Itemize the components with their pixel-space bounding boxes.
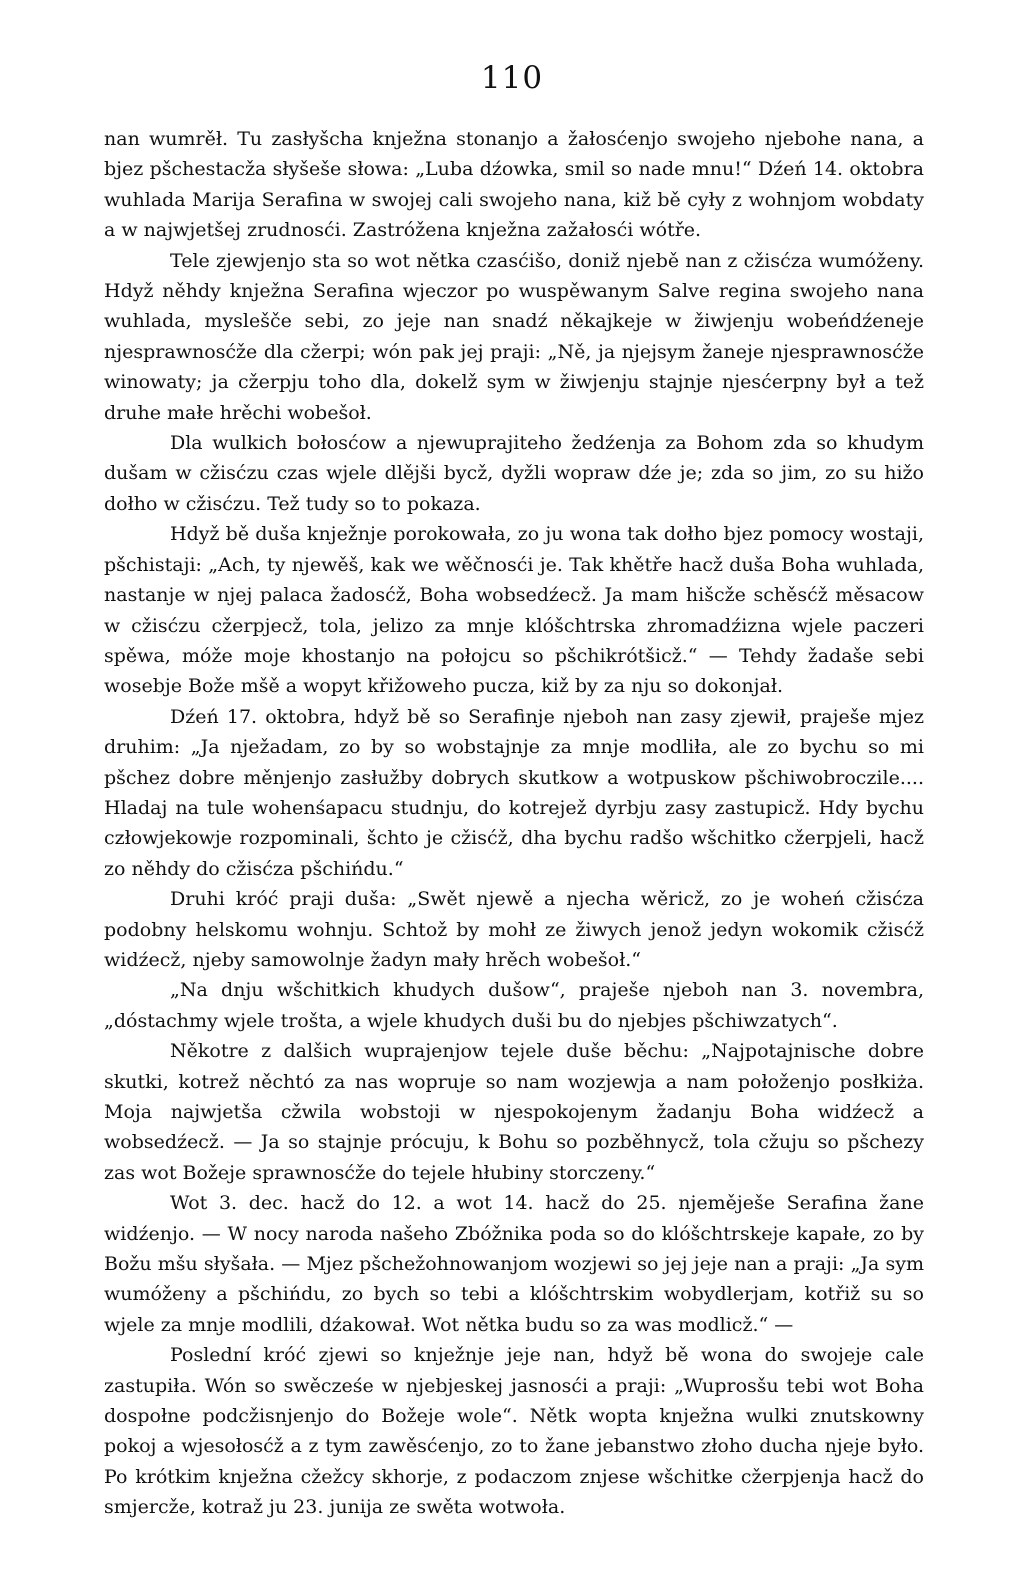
page-number: 110 [480,60,544,96]
paragraph: Hdyž bě duša knježnje porokowała, zo ju wona tak dołho bjez pomocy wostaji, pšchistaji: „Ach, ty njewěš, kak we wěčnosći je. Tak khětře hacž duša Boha wuhlada, nastanje w njej palaca žadosćž, Boha wobsedźecž. Ja mam hišcže schěsćž měsacow w cžisćzu cžerpjecž, tola, jelizo za mnje klóšchtrska zhromadźizna wjele paczeri spěwa, móže moje khostanjo na połojcu so pšchikrótšicž.“ — Tehdy žadaše sebi wosebje Bože mšě a wopyt křižoweho puczа, kiž by za nju so dokonjał. [104,523,924,698]
paragraph: „Na dnju wšchitkich khudych dušow“, praješe njeboh nan 3. novembra, „dóstachmy wjele trošta, a wjele khudych duši bu do njebjes pšchiwzatych“. [104,979,924,1032]
paragraph: Dźeń 17. oktobra, hdyž bě so Serafinje njeboh nan zasy zjewił, praješe mjez druhim: „Ja nježadam, zo by so wobstajnje za mnje modliła, ale zo bychu so mi pšchez dobre měnjenjo zasłužby dobrych skutkow a wotpuskow pšchiwobroczile.... Hladaj na tule wohenśapacu studnju, do kotrejež dyrbju zasy zastupicž. Hdy bychu człowjekowje rozpominali, šchto je cžisćž, dha bychu radšo wšchitko cžerpjeli, hacž zo něhdy do cžisćza pšchińdu.“ [104,705,924,880]
paragraph: Tele zjewjenjo sta so wot nětka czasćišo, doniž njebě nan z cžisćza wumóženy. Hdyž něhdy knježna Serafina wjeczor po wuspěwanym Salve regina swojeho nana wuhlada, myslešče sebi, zo jeje nan snadź někajkeje w žiwjenju wobeńdźeneje njesprawnosćže dla cžerpi; wón pak jej praji: „Ně, ja njejsym žaneje njesprawnosćže winowaty; ja cžerpju toho dla, dokelž sym w žiwjenju stajnje njesćerpny był a tež druhe małe hrěchi wobešoł. [104,249,924,424]
paragraph: nan wumrěł. Tu zasłyšcha knježna stonanjo a žałosćenjo swojeho njebohe nana, a bjez pšchestacža słyšeše słowa: „Luba dźowka, smil so nade mnu!“ Dźeń 14. oktobra wuhlada Marija Serafina w swojej cali swojeho nana, kiž bě cyły z wohnjom wobdaty a w najwjetšej zrudnosći. Zastróžena knježna zažałosći wótře. [104,128,924,242]
text-column [104,124,924,1523]
paragraph: Druhi króć praji duša: „Swět njewě a njecha wěricž, zo je woheń cžisćza podobny helskomu wohnju. Schtož by mohł ze žiwych jenož jedyn wokomik cžisćž widźecž, njeby samowolnje žadyn mały hrěch wobešoł.“ [104,888,924,971]
paragraph: Dla wulkich bołosćow a njewuprajiteho žedźenja za Bohom zda so khudym dušam w cžisćzu czas wjele dlějši bycž, dyžli wopraw dźe je; zda so jim, zo su hižo dołho w cžisćzu. Tež tudy so to pokaza. [104,432,924,515]
paragraph: Někotre z dalšich wuprajenjow tejele duše běchu: „Najpotajnische dobre skutki, kotrež něchtó za nas wopruje so nam wozjewja a nam połoženjo posłkiża. Moja najwjetša cžwila wobstoji w njespokojenym žadanju Boha widźecž a wobsedźecž. — Ja so stajnje prócuju, k Bohu so pozběhnycž, tola cžuju so pšchezy zas wot Božeje sprawnosćže do tejele hłubiny storczeny.“ [104,1040,924,1184]
paragraph: Poslední króć zjewi so knježnje jeje nan, hdyž bě wona do swojeje cale zastupiła. Wón so swěcześe w njebjeskej jasnosći a praji: „Wuprosšu tebi wot Boha dospołne podcžisnjenjo do Božeje wole“. Nětk wopta knježna wulki znutskowny pokoj a wjesołosćž a z tym zawěsćenjo, zo to žane jebanstwo złoho ducha njeje było. Po krótkim knježna cžežcy skhorje, z podaczom znjese wšchitke cžerpjenja hacž do smjercže, kotraž ju 23. junija ze swěta wotwoła. [104,1344,924,1519]
paragraph: Wot 3. dec. hacž do 12. a wot 14. hacž do 25. njeměješe Serafina žane widźenjo. — W nocy naroda našeho Zbóžnika poda so do klóšchtrskeje kapałe, zo by Božu mšu słyšała. — Mjez pšchežohnowanjom wozjewi so jej jeje nan a praji: „Ja sym wumóženy a pšchińdu, zo bych so tebi a klóšchtrskim wobydlerjam, kotřiž su so wjele za mnje modlili, dźakował. Wot nětka budu so za was modlicž.“ — [104,1192,924,1336]
